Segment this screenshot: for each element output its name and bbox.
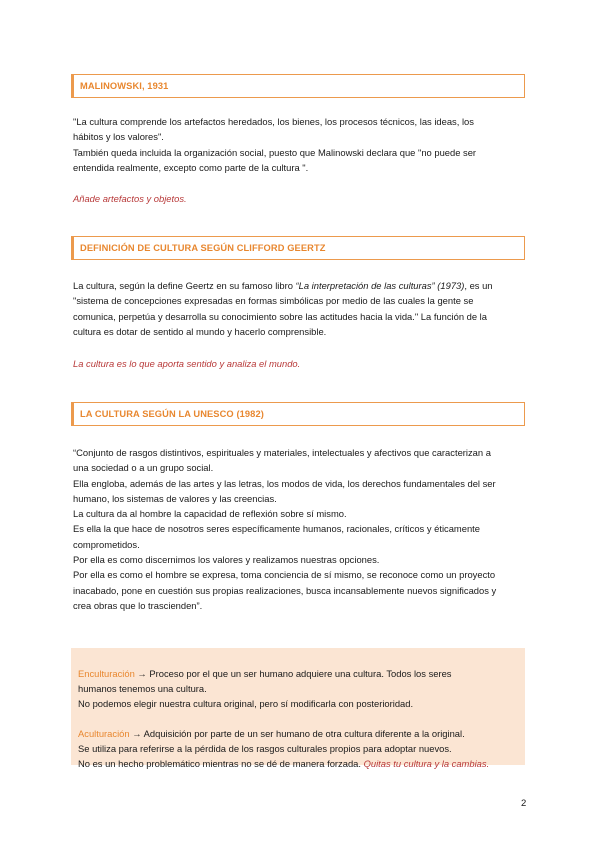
aculturacion-note: Quitas tu cultura y la cambias.: [363, 758, 490, 769]
section-header-malinowski: [71, 74, 525, 98]
text-line: humanos tenemos una cultura.: [78, 683, 207, 694]
text-span: La cultura, según la define Geertz en su famoso libro: [73, 280, 296, 291]
geertz-note: La cultura es lo que aporta sentido y analiza el mundo.: [73, 358, 301, 369]
section-title: DEFINICIÓN DE CULTURA SEGÚN CLIFFORD GEERTZ: [80, 243, 326, 253]
text-line: Se utiliza para referirse a la pérdida de los rasgos culturales propios para adoptar nuevos.: [78, 743, 452, 754]
text-span: → Adquisición por parte de un ser humano de otra cultura diferente a la original.: [129, 728, 465, 739]
section-header-unesco: [71, 402, 525, 426]
text-line: La cultura da al hombre la capacidad de reflexión sobre sí mismo.: [73, 508, 347, 520]
text-line: comunica, perpetúa y desarrolla su conocimiento sobre las actitudes hacia la vida." La función de la: [73, 310, 487, 322]
text-line: hábitos y los valores".: [73, 131, 164, 143]
text-line: Por ella es como discernimos los valores y realizamos nuestras opciones.: [73, 554, 380, 566]
section-title: MALINOWSKI, 1931: [80, 81, 169, 91]
text-line: [78, 756, 518, 771]
section-title: LA CULTURA SEGÚN LA UNESCO (1982): [80, 409, 264, 419]
text-line: cultura es dotar de sentido al mundo y hacerlo comprensible.: [73, 325, 327, 337]
text-line: comprometidos.: [73, 538, 140, 550]
text-span: → Proceso por el que un ser humano adquiere una cultura. Todos los seres: [134, 668, 452, 679]
text-line: entendida realmente, excepto como parte de la cultura ".: [73, 161, 309, 173]
text-line: Por ella es como el hombre se expresa, toma conciencia de sí mismo, se reconoce como un proyecto: [73, 569, 496, 581]
unesco-paragraph: [73, 445, 531, 613]
text-span: , es un: [464, 280, 493, 291]
book-title: “La interpretación de las culturas” (1973): [295, 280, 465, 291]
text-line: También queda incluida la organización social, puesto que Malinowski declara que "no puede ser: [73, 146, 477, 158]
aculturacion-term: Aculturación: [78, 728, 130, 739]
text-line: humano, los sistemas de valores y las creencias.: [73, 492, 277, 504]
text-line: una sociedad o a un grupo social.: [73, 462, 214, 474]
text-line: "sistema de concepciones expresadas en formas simbólicas por medio de las cuales la gente se: [73, 295, 474, 307]
text-line: Ella engloba, además de las artes y las letras, los modos de vida, los derechos fundamentales del ser: [73, 477, 496, 489]
text-line: “Conjunto de rasgos distintivos, espirituales y materiales, intelectuales y afectivos que caracterizan a: [73, 447, 491, 458]
text-line: Es ella la que hace de nosotros seres específicamente humanos, racionales, críticos y éticamente: [73, 523, 480, 535]
text-line: No podemos elegir nuestra cultura original, pero sí modificarla con posterioridad.: [78, 698, 414, 709]
definitions-box: [71, 648, 525, 769]
section-header-geertz: [71, 236, 525, 260]
text-line: [73, 278, 531, 293]
text-line: inacabado, pone en cuestión sus propias realizaciones, busca incansablemente nuevos significados y: [73, 584, 497, 596]
text-line: crea obras que lo trascienden”.: [73, 599, 203, 611]
geertz-paragraph: [73, 278, 531, 339]
text-line: "La cultura comprende los artefactos heredados, los bienes, los procesos técnicos, las ideas, los: [73, 116, 474, 127]
malinowski-paragraph: [73, 114, 531, 175]
enculturacion-term: Enculturación: [78, 668, 135, 679]
enculturacion-line: [78, 666, 518, 681]
aculturacion-line: [78, 726, 518, 741]
malinowski-note: Añade artefactos y objetos.: [73, 193, 187, 204]
text-span: No es un hecho problemático mientras no se dé de manera forzada.: [78, 758, 364, 769]
page-number: 2: [521, 798, 527, 809]
